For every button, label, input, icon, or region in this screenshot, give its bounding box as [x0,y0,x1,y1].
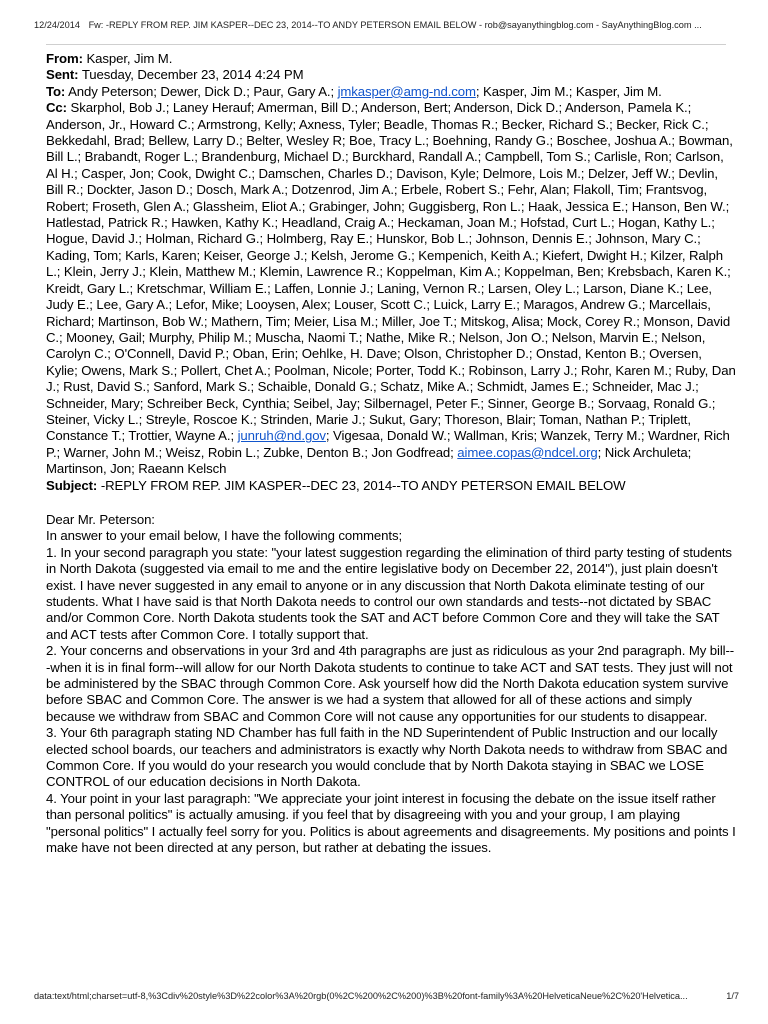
from-value: Kasper, Jim M. [86,51,173,66]
print-title: Fw: -REPLY FROM REP. JIM KASPER--DEC 23, 2014--TO ANDY PETERSON EMAIL BELOW - rob@sayanythingblog.com - SayAnythingBlog.com ... [88,20,702,30]
print-header [34,20,744,30]
cc-recipients-2: ; Vigesaa, Donald W.; Wallman, Kris; Wanzek, Terry M.; Wardner, Rich P.; Warner, John M.; Weisz, Robin L.; Zubke, Denton B.; Jon Godfread; [46,428,730,460]
email-content [46,51,736,857]
body-paragraph-1: 1. In your second paragraph you state: "your latest suggestion regarding the elimination of third party testing of students in North Dakota (suggested via email to me and the entire legislative body on December 22, 2014"), just plain doesn't exist. I have never suggested in any email to anyone or in any discussion that North Dakota eliminate testing of our students. What I have said is that North Dakota needs to control our own standards and tests--not dictated by SBAC and/or Common Core. North Dakota students took the SAT and ACT before Common Core and they will take the SAT and ACT tests after Common Core. I totally support that. [46,544,732,642]
cc-recipients-3: ; Nick Archuleta; Martinson, Jon; Raeann Kelsch [46,444,692,477]
subject-line [46,478,736,494]
cc-line [46,100,736,477]
to-label: To: [46,83,66,99]
subject-label: Subject: [46,477,98,493]
sent-value: Tuesday, December 23, 2014 4:24 PM [81,67,304,83]
to-recipients: Andy Peterson; Dewer, Dick D.; Paur, Gary A.; [68,83,338,99]
intro-paragraph: In answer to your email below, I have the following comments; [46,528,403,544]
header-divider [46,44,726,45]
body-paragraph-2: 2. Your concerns and observations in your 3rd and 4th paragraphs are just as ridiculous as your 2nd paragraph. My bill---when it is in final form--will allow for our North Dakota students to continue to take ACT and SAT tests. They just will not be administered by the SBAC through Common Core. Ask yourself how did the North Dakota education system survive before SBAC and Common Core. The answer is we had a system that allowed for all of these actions and simply because we withdraw from SBAC and Common Core will not cause any opportunities for our students to disappear. [46,643,735,724]
greeting: Dear Mr. Peterson: [46,511,155,527]
body-paragraph-3: 3. Your 6th paragraph stating ND Chamber has full faith in the ND Superintendent of Public Instruction and our locally elected school boards, our teachers and administrators is exactly why North Dakota needs to withdraw from SBAC and Common Core. If you would do your research you would conclude that by North Dakota staying in SBAC we LOSE CONTROL of our education decisions in North Dakota. [46,725,728,790]
print-date: 12/24/2014 [34,20,80,30]
subject-value: -REPLY FROM REP. JIM KASPER--DEC 23, 2014--TO ANDY PETERSON EMAIL BELOW [100,477,626,493]
cc-label: Cc: [46,100,67,116]
from-label: From: [46,51,83,66]
body-paragraph-4: 4. Your point in your last paragraph: "We appreciate your joint interest in focusing the debate on the issue itself rather than personal politics" is actually amusing. if you feel that by disagreeing with you and your group, I am playing "personal politics" I actually feel sorry for you. Politics is about agreements and disagreements. My positions and points I make have not been directed at any person, but rather at debating the issues. [46,790,736,856]
print-url: data:text/html;charset=utf-8,%3Cdiv%20style%3D%22color%3A%20rgb(0%2C%200%2C%200)%3B%20font-family%3A%20HelveticaNeue%2C%20'Helvetica... [34,991,688,1001]
cc-email-link-copas[interactable]: aimee.copas@ndcel.org [457,444,598,460]
to-email-link[interactable]: jmkasper@amg-nd.com [337,83,476,99]
sent-line [46,67,736,83]
sent-label: Sent: [46,67,79,83]
to-line [46,84,736,100]
cc-email-link-junruh[interactable]: junruh@nd.gov [237,428,326,444]
from-line [46,51,736,67]
to-recipients-rest: ; Kasper, Jim M.; Kasper, Jim M. [475,83,662,99]
cc-recipients: Skarphol, Bob J.; Laney Herauf; Amerman, Bill D.; Anderson, Bert; Anderson, Dick D.; Anderson, Pamela K.; Anderson, Jr., Howard C.; Armstrong, Kelly; Axness, Tyler; Beadle, Thomas R.; Becker, Richard S.; Becker, Rick C.; Bekkedahl, Brad; Bellew, Larry D.; Belter, Wesley R; Boe, Tracy L.; Boehning, Randy G.; Boschee, Joshua A.; Bowman, Bill L.; Brabandt, Roger L.; Brandenburg, Michael D.; Burckhard, Randall A.; Campbell, Tom S.; Carlisle, Ron; Carlson, Al H.; Casper, Jon; Cook, Dwight C.; Damschen, Charles D.; Davison, Kyle; Delmore, Lois M.; Delzer, Jeff W.; Devlin, Bill R.; Dockter, Jason D.; Dosch, Mark A.; Dotzenrod, Jim A.; Erbele, Robert S.; Fehr, Alan; Flakoll, Tim; Frantsvog, Robert; Froseth, Glen A.; Glassheim, Eliot A.; Grabinger, John; Guggisberg, Ron L.; Haak, Jessica E.; Hanson, Ben W.; Hatlestad, Patrick R.; Hawken, Kathy K.; Headland, Craig A.; Heckaman, Joan M.; Hofstad, Curt L.; Hogan, Kathy L.; Hogue, David J.; Holman, Richard G.; Holmberg, Ray E.; Hunskor, Bob L.; Johnson, Dennis E.; Johnson, Mary C.; Kading, Tom; Karls, Karen; Keiser, George J.; Kelsh, Jerome G.; Kempenich, Keith A.; Kiefert, Dwight H.; Kilzer, Ralph L.; Klein, Jerry J.; Klein, Matthew M.; Klemin, Lawrence R.; Koppelman, Kim A.; Koppelman, Ben; Krebsbach, Karen K.; Kreidt, Gary L.; Kretschmar, William E.; Laffen, Lonnie J.; Laning, Vernon R.; Larsen, Oley L.; Larson, Diane K.; Lee, Judy E.; Lee, Gary A.; Lefor, Mike; Looysen, Alex; Louser, Scott C.; Luick, Larry E.; Maragos, Andrew G.; Marcellais, Richard; Martinson, Bob W.; Mathern, Tim; Meier, Lisa M.; Miller, Joe T.; Mitskog, Alisa; Mock, Corey R.; Monson, David C.; Mooney, Gail; Murphy, Philip M.; Muscha, Naomi T.; Nathe, Mike R.; Nelson, Jon O.; Nelson, Marvin E.; Nelson, Carolyn C.; O'Connell, David P.; Oban, Erin; Oehlke, H. Dave; Olson, Christopher D.; Onstad, Kenton B.; Oversen, Kylie; Owens, Mark S.; Pollert, Chet A.; Poolman, Nicole; Porter, Todd K.; Robinson, Larry J.; Rohr, Karen M.; Ruby, Dan J.; Rust, David S.; Sanford, Mark S.; Schaible, Donald G.; Schatz, Mike A.; Schmidt, James E.; Schneider, Mac J.; Schneider, Mary; Schreiber Beck, Cynthia; Seibel, Jay; Silbernagel, Peter F.; Sinner, George B.; Sorvaag, Ronald G.; Steiner, Vicky L.; Streyle, Roscoe K.; Strinden, Marie J.; Sukut, Gary; Thoreson, Blair; Toman, Nathan P.; Triplett, Constance T.; Trottier, Wayne A.; [46,100,736,444]
print-footer [34,991,739,1001]
page-number: 1/7 [726,991,739,1001]
